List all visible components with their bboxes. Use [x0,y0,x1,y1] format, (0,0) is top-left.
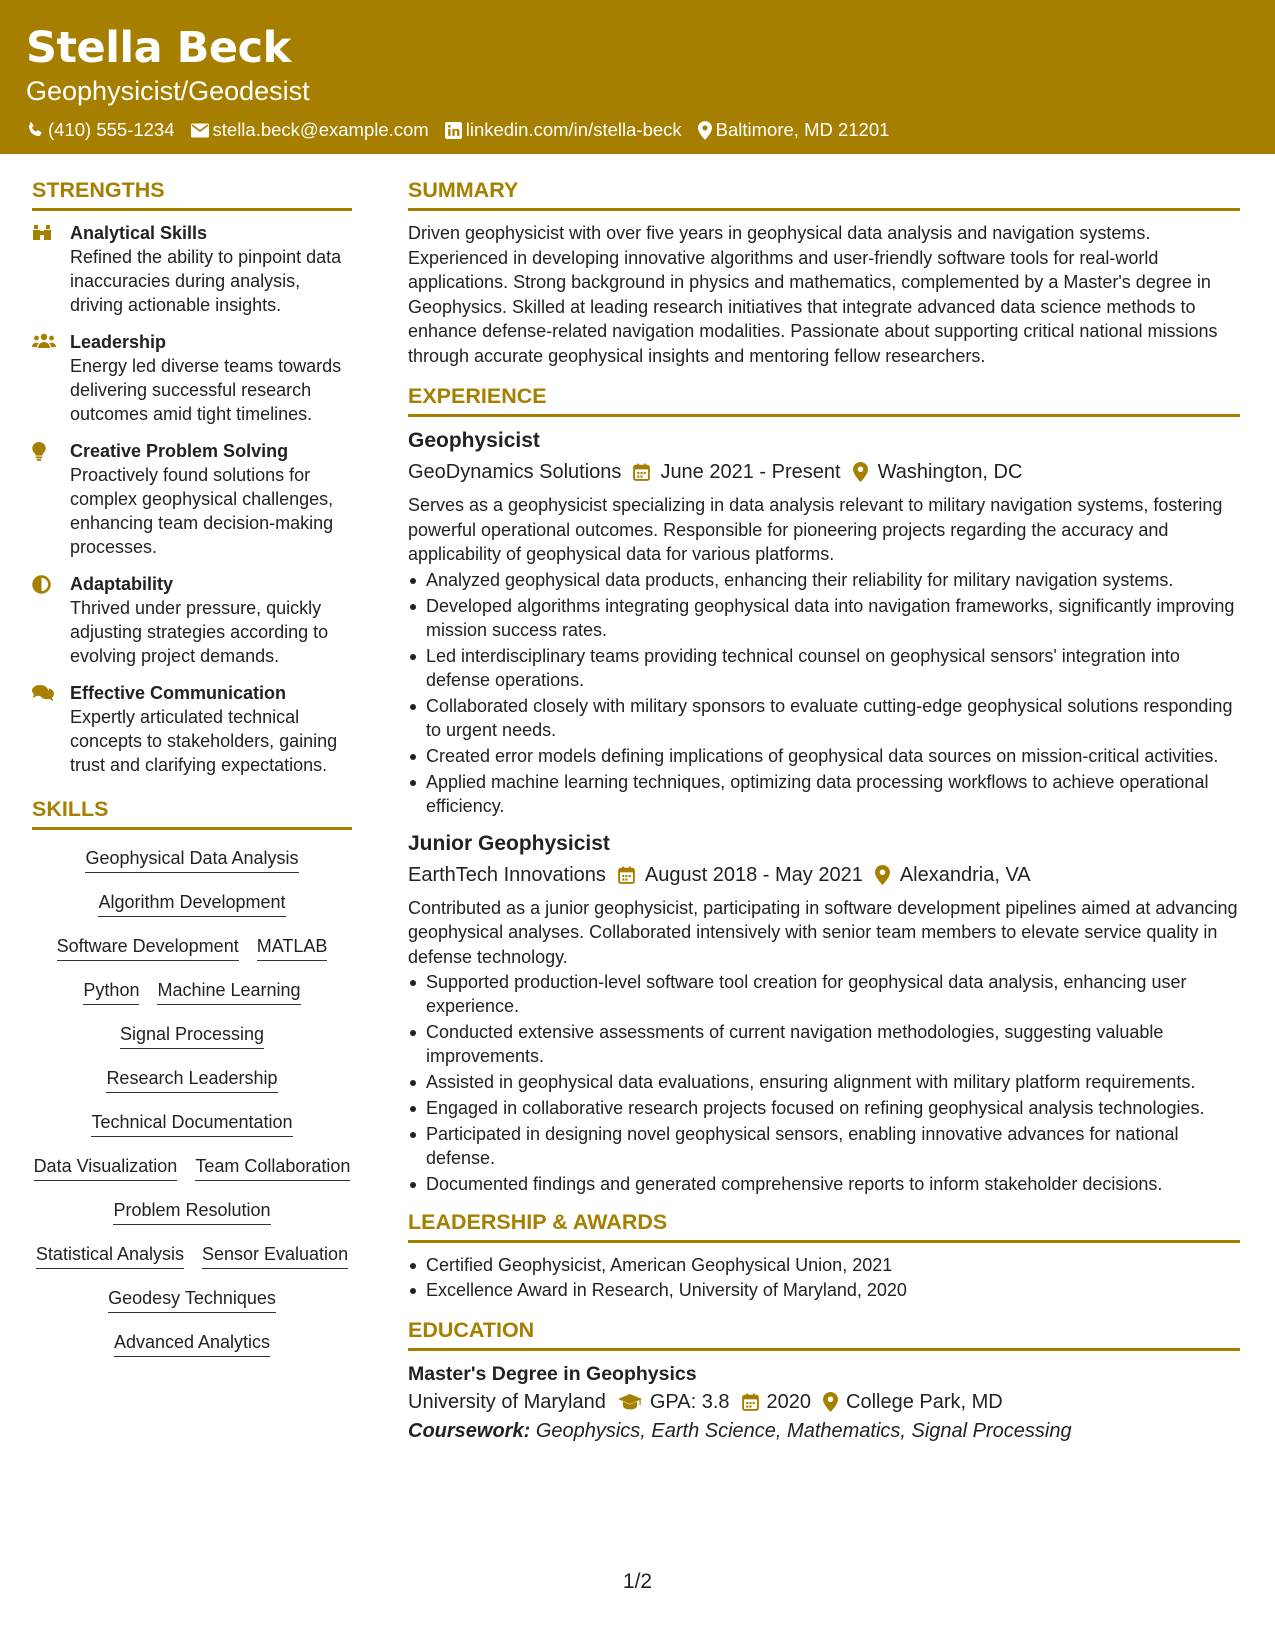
comments-icon [32,684,54,702]
skill-tag: Geodesy Techniques [108,1286,276,1313]
job-title: Geophysicist [408,429,540,452]
job-bullet: Created error models defining implications of geophysical data sources on mission-critical activities. [408,744,1240,768]
strengths-heading: STRENGTHS [32,176,352,211]
strength-desc: Refined the ability to pinpoint data inaccuracies during analysis, driving actionable insights. [70,247,342,315]
job-bullet: Led interdisciplinary teams providing technical counsel on geophysical sensors' integration into defense operations. [408,644,1240,692]
calendar-icon [633,463,650,481]
coursework-text: Geophysics, Earth Science, Mathematics, Signal Processing [535,1420,1072,1442]
job-company: GeoDynamics Solutions [408,461,622,483]
calendar-icon [742,1393,759,1411]
job-bullet: Documented findings and generated comprehensive reports to inform stakeholder decisions. [408,1172,1240,1196]
job-meta [408,861,1240,889]
job-bullets [408,970,1240,1196]
job-location: Alexandria, VA [899,863,1031,886]
edu-meta [408,1388,1240,1416]
contact-phone [26,118,175,142]
strength-item [32,572,352,668]
job-entry [408,427,1240,818]
users-icon [32,333,56,349]
contact-email[interactable] [191,118,429,142]
strength-name: Effective Communication [70,683,287,703]
coursework-label: Coursework: [408,1420,531,1442]
strength-desc: Proactively found solutions for complex geophysical challenges, enhancing team decision-making processes. [70,465,334,557]
job-bullet: Analyzed geophysical data products, enhancing their reliability for military navigation systems. [408,568,1240,592]
job-bullet: Applied machine learning techniques, optimizing data processing workflows to achieve operational efficiency. [408,770,1240,818]
skill-tag: Problem Resolution [113,1198,270,1225]
skill-tag: Statistical Analysis [36,1242,184,1269]
candidate-title: Geophysicist/Geodesist [26,76,310,106]
job-bullet: Collaborated closely with military sponsors to evaluate cutting-edge geophysical solutions responding to urgent needs. [408,694,1240,742]
email-link[interactable]: stella.beck@example.com [212,119,429,140]
strength-item [32,439,352,559]
job-bullet: Engaged in collaborative research projects focused on refining geophysical analysis technologies. [408,1096,1240,1120]
job-company: EarthTech Innovations [408,863,606,886]
skill-tag: Python [83,978,139,1005]
contact-linkedin[interactable] [445,118,682,142]
strength-item [32,330,352,426]
half-circle-icon [32,575,51,594]
edu-location: College Park, MD [846,1391,1003,1413]
strength-item [32,681,352,777]
job-dates: June 2021 - Present [660,461,841,483]
job-title: Junior Geophysicist [408,831,610,855]
contact-location [698,118,890,142]
location-text: Baltimore, MD 21201 [715,119,890,140]
experience-heading: EXPERIENCE [408,382,1240,417]
edu-degree: Master's Degree in Geophysics [408,1363,697,1385]
strength-name: Analytical Skills [70,223,208,243]
phone-text: (410) 555-1234 [48,119,175,140]
skill-tag: MATLAB [257,934,328,961]
job-dates: August 2018 - May 2021 [644,863,863,886]
strength-desc: Thrived under pressure, quickly adjusting strategies according to evolving project demands. [70,598,329,666]
strength-name: Adaptability [70,574,174,594]
job-description: Contributed as a junior geophysicist, participating in software development pipelines aimed at advancing geophysical analyses. Collaborated intensively with senior team members to elevate service quality in defense technology. [408,897,1238,967]
edu-year: 2020 [766,1391,812,1413]
summary-text: Driven geophysicist with over five years in geophysical data analysis and navigation systems. Experienced in developing innovative algorithms and user-friendly software tools for real-world applications. Strong background in physics and mathematics, complemented by a Master's degree in Geophysics. Skilled at leading research initiatives that integrate advanced data science methods to enhance defense-related navigation modalities. Passionate about supporting critical national missions through accurate geophysical insights and mentoring fellow researchers. [408,223,1218,366]
map-marker-icon [823,1392,838,1412]
strength-desc: Expertly articulated technical concepts to stakeholders, gaining trust and clarifying expectations. [70,707,338,775]
job-bullets [408,568,1240,818]
award-item: Certified Geophysicist, American Geophysical Union, 2021 [408,1253,1240,1277]
awards-list [408,1253,1240,1302]
skill-tag: Technical Documentation [91,1110,292,1137]
candidate-name: Stella Beck [26,23,291,73]
map-marker-icon [698,121,712,140]
job-location: Washington, DC [877,461,1023,483]
right-column [408,176,1240,1446]
left-column [32,176,352,1357]
skill-tag: Signal Processing [120,1022,264,1049]
job-description: Serves as a geophysicist specializing in data analysis relevant to military navigation systems, fostering powerful operational outcomes. Responsible for pioneering projects regarding the accuracy and applicability of geophysical data for various platforms. [408,495,1223,564]
job-meta [408,458,1240,486]
education-heading: EDUCATION [408,1316,1240,1351]
job-bullet: Assisted in geophysical data evaluations, ensuring alignment with military platform requirements. [408,1070,1240,1094]
strength-desc: Energy led diverse teams towards delivering successful research outcomes amid tight timelines. [70,356,342,424]
phone-icon [26,121,44,139]
skills-heading: SKILLS [32,795,352,830]
skill-tag: Research Leadership [106,1066,277,1093]
job-bullet: Participated in designing novel geophysical sensors, enabling innovative advances for national defense. [408,1122,1240,1170]
linkedin-icon [445,122,462,139]
skill-tag: Machine Learning [157,978,300,1005]
envelope-icon [191,123,209,138]
skill-tag: Geophysical Data Analysis [85,846,298,873]
skill-tag: Advanced Analytics [114,1330,270,1357]
awards-heading: LEADERSHIP & AWARDS [408,1208,1240,1243]
linkedin-link[interactable]: linkedin.com/in/stella-beck [465,119,682,140]
map-marker-icon [875,865,890,885]
skill-tag: Algorithm Development [98,890,285,917]
edu-gpa: GPA: 3.8 [649,1391,730,1413]
job-bullet: Developed algorithms integrating geophysical data into navigation frameworks, significantly improving mission success rates. [408,594,1240,642]
job-bullet: Supported production-level software tool creation for geophysical data analysis, enhancing user experience. [408,970,1240,1018]
skills-list [32,844,352,1357]
graduation-cap-icon [618,1394,642,1411]
skill-tag: Sensor Evaluation [202,1242,348,1269]
page-number: 1/2 [622,1570,653,1593]
award-item: Excellence Award in Research, University of Maryland, 2020 [408,1278,1240,1302]
contact-bar [26,118,1275,142]
summary-heading: SUMMARY [408,176,1240,211]
map-marker-icon [853,462,868,482]
job-bullet: Conducted extensive assessments of current navigation methodologies, suggesting valuable improvements. [408,1020,1240,1068]
job-entry [408,830,1240,1197]
strength-name: Leadership [70,332,167,352]
strength-item [32,221,352,317]
skill-tag: Data Visualization [34,1154,178,1181]
skill-tag: Software Development [57,934,239,961]
skill-tag: Team Collaboration [195,1154,350,1181]
binoculars-icon [32,224,52,242]
resume-header [0,0,1275,154]
edu-coursework [408,1416,1240,1446]
edu-school: University of Maryland [408,1391,606,1413]
lightbulb-icon [32,442,46,461]
calendar-icon [618,866,635,884]
strength-name: Creative Problem Solving [70,441,289,461]
